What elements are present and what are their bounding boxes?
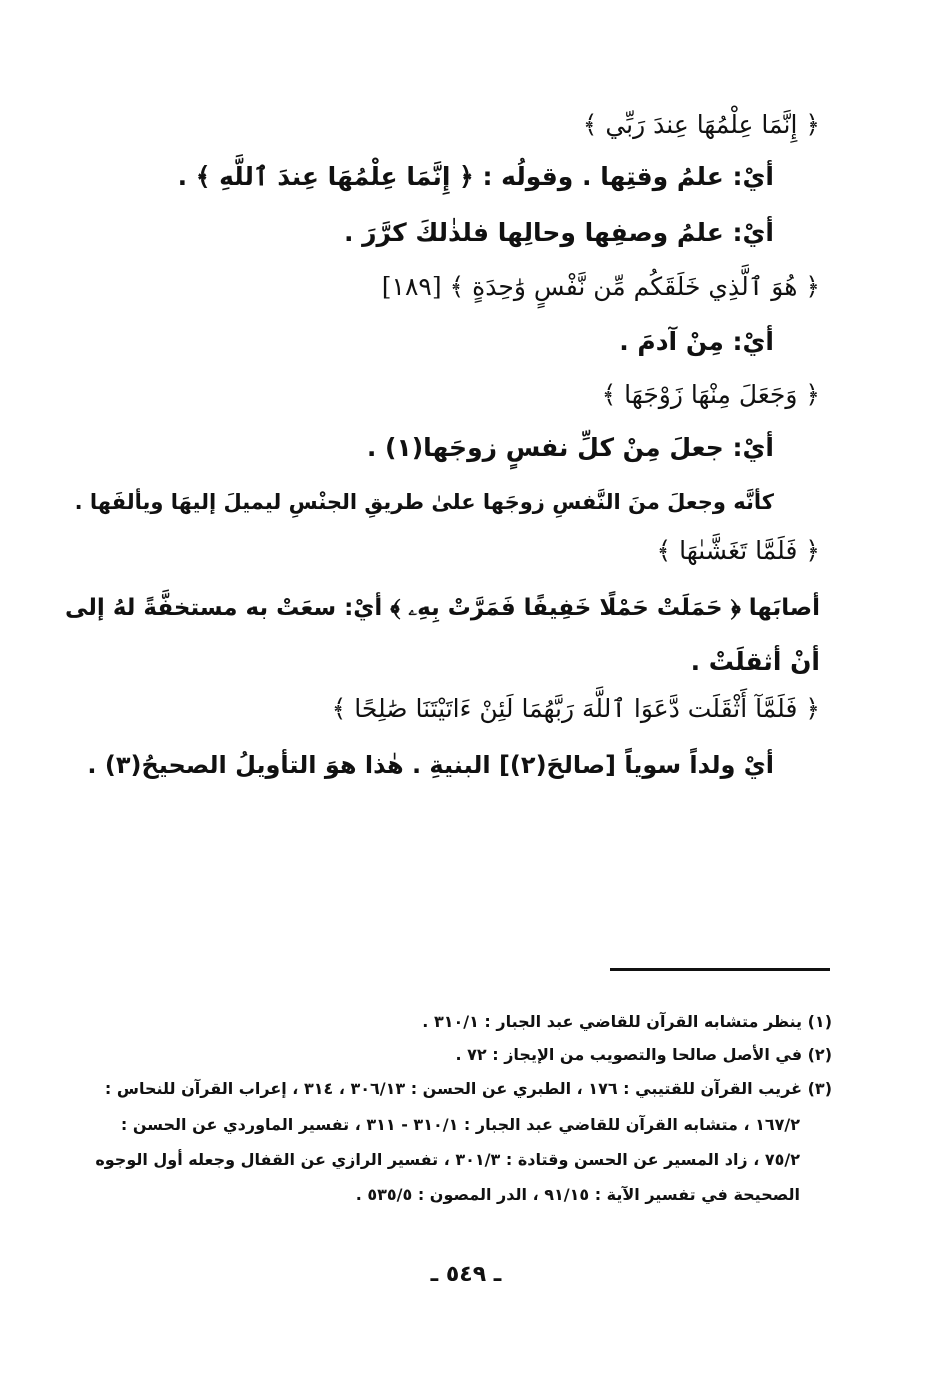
page-number: ـ ٥٤٩ ـ <box>430 1262 502 1287</box>
verse-line: ﴿ وَجَعَلَ مِنْهَا زَوْجَهَا ﴾ <box>601 380 820 409</box>
verse-line: ﴿ فَلَمَّا تَغَشَّىٰهَا ﴾ <box>656 536 820 565</box>
commentary-line: أيْ: علمُ وصفِها وحالِها فلذٰلكَ كرَّرَ . <box>343 218 774 247</box>
verse-line: ﴿ فَلَمَّآ أَثْقَلَت دَّعَوَا ٱللَّهَ رَبَّهُمَا لَئِنْ ءَاتَيْتَنَا صَٰلِحًا ﴾ <box>331 694 820 723</box>
footnote-line: (١) ينظر متشابه القرآن للقاضي عبد الجبار : ٣١٠/١ . <box>422 1012 832 1031</box>
commentary-line: أيْ: علمُ وقتِها . وقولُه : ﴿ إِنَّمَا عِلْمُهَا عِندَ ٱللَّهِ ﴾ . <box>177 162 774 191</box>
commentary-line: أيْ: جعلَ مِنْ كلِّ نفسٍ زوجَها(١) . <box>366 433 774 462</box>
commentary-line: كأنَّه وجعلَ منَ النَّفسِ زوجَها علىٰ طريقِ الجنْسِ ليميلَ إليهَا ويألفَها . <box>74 490 774 514</box>
commentary-line: أنْ أثقلَتْ . <box>690 647 820 676</box>
commentary-line: أيْ ولداً سوياً [صالحَ(٢)] البنيةِ . هٰذا هوَ التأويلُ الصحيحُ(٣) . <box>87 751 774 779</box>
footnote-line: ١٦٧/٢ ، متشابه القرآن للقاضي عبد الجبار : ٣١٠/١ - ٣١١ ، تفسير الماوردي عن الحسن : <box>120 1115 800 1134</box>
footnote-separator <box>610 968 830 971</box>
verse-line: ﴿ إِنَّمَا عِلْمُهَا عِندَ رَبِّي ﴾ <box>582 110 820 139</box>
commentary-line: أصابَها ﴿ حَمَلَتْ حَمْلًا خَفِيفًا فَمَرَّتْ بِهِۦ ﴾ أيْ: سعَتْ به مستخفَّةً لهُ إلى <box>65 595 820 621</box>
commentary-line: أيْ: مِنْ آدمَ . <box>619 327 774 356</box>
verse-line: ﴿ هُوَ ٱلَّذِي خَلَقَكُم مِّن نَّفْسٍ وَٰحِدَةٍ ﴾ [١٨٩] <box>381 272 820 301</box>
footnote-line: ٧٥/٢ ، زاد المسير عن الحسن وقتادة : ٣٠١/٣ ، تفسير الرازي عن القفال وجعله أول الوجوه <box>95 1150 800 1169</box>
footnote-line: (٢) في الأصل صالحا والتصويب من الإيجاز : ٧٢ . <box>455 1045 832 1064</box>
footnote-line: الصحيحة في تفسير الآية : ٩١/١٥ ، الدر المصون : ٥٣٥/٥ . <box>355 1185 800 1204</box>
footnote-line: (٣) غريب القرآن للقتيبي : ١٧٦ ، الطبري عن الحسن : ٣٠٦/١٣ ، ٣١٤ ، إعراب القرآن للنحاس : <box>104 1079 832 1098</box>
